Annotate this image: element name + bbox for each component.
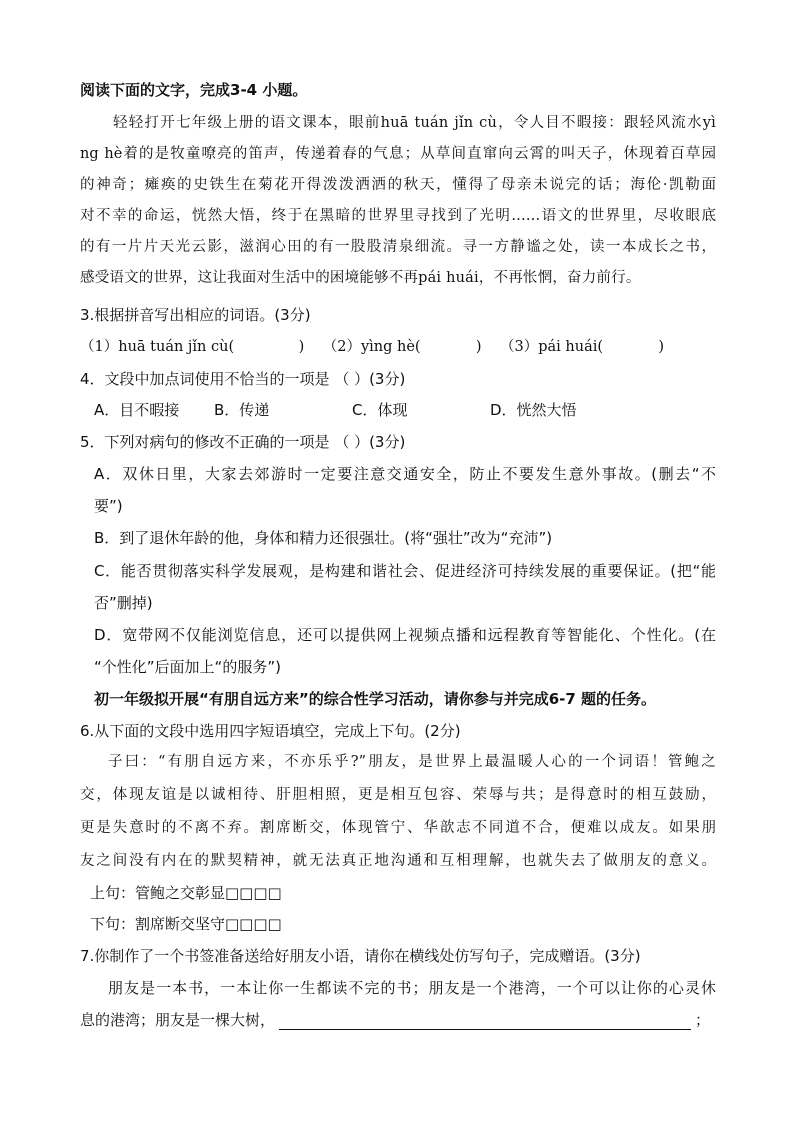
q5-option-a-line-1: A．双休日里，大家去郊游时一定要注意交通安全，防止不要发生意外事故。(删去“不 — [94, 465, 716, 483]
q5-option-c-line-1: C．能否贯彻落实科学发展观，是构建和谐社会、促进经济可持续发展的重要保证。(把“能 — [94, 562, 716, 580]
q5-title: 5．下列对病句的修改不正确的一项是 （ ）(3分) — [80, 433, 406, 451]
q6-text-line-2: 交，体现友谊是以诚相待、肝胆相照，更是相互包容、荣辱与共；是得意时的相互鼓励， — [80, 787, 716, 803]
q6-text-line-1: 子曰：“有朋自远方来，不亦乐乎?”朋友，是世界上最温暖人心的一个词语！管鲍之 — [108, 754, 716, 770]
q7-text-line-2-suffix: ； — [695, 1011, 711, 1029]
activity-intro: 初一年级拟开展“有朋自远方来”的综合性学习活动，请你参与并完成6-7 题的任务。 — [94, 690, 657, 708]
q5-option-b: B．到了退休年龄的他，身体和精力还很强壮。(将“强壮”改为“充沛”) — [94, 529, 553, 547]
q4-title: 4．文段中加点词使用不恰当的一项是 （ ）(3分) — [80, 370, 406, 388]
passage-line-5: 的有一片片天光云影，滋润心田的有一股股清泉细流。寻一方静谧之处，读一本成长之书， — [80, 239, 716, 255]
q6-text-line-4: 友之间没有内在的默契精神，就无法真正地沟通和互相理解，也就失去了做朋友的意义。 — [80, 853, 716, 869]
q4-option-b: B．传递 — [214, 401, 270, 419]
q5-option-d-line-2: “个性化”后面加上“的服务”) — [94, 658, 281, 676]
q6-lower-sentence: 下句：割席断交坚守□□□□ — [90, 915, 282, 933]
q5-option-a-line-2: 要”) — [94, 497, 123, 515]
q5-option-d-line-1: D．宽带网不仅能浏览信息，还可以提供网上视频点播和远程教育等智能化、个性化。(在 — [94, 626, 716, 644]
q6-title: 6.从下面的文段中选用四字短语填空，完成上下句。(2分) — [80, 722, 461, 740]
passage-line-4: 对不幸的命运，恍然大悟，终于在黑暗的世界里寻找到了光明……语文的世界里，尽收眼底 — [80, 208, 716, 224]
q7-answer-blank[interactable] — [279, 1013, 691, 1030]
q7-text-line-2-prefix: 息的港湾；朋友是一棵大树， — [80, 1011, 276, 1029]
q4-option-a: A．目不暇接 — [94, 401, 180, 419]
q7-text-line-1: 朋友是一本书，一本让你一生都读不完的书；朋友是一个港湾，一个可以让你的心灵休 — [108, 979, 716, 997]
q4-option-d: D．恍然大悟 — [490, 401, 577, 419]
q4-option-c: C．体现 — [352, 401, 408, 419]
passage-line-6: 感受语文的世界，这让我面对生活中的困境能够不再pái huái，不再怅惘，奋力前行。 — [80, 270, 641, 286]
q7-text-line-2 — [80, 1010, 710, 1030]
q3-title: 3.根据拼音写出相应的词语。(3分) — [80, 306, 311, 324]
q3-items: （1）huā tuán jǐn cù( ) （2）yìng hè( ) （3）pái huái( ) — [80, 339, 664, 355]
q5-option-c-line-2: 否”删掉) — [94, 594, 153, 612]
passage-line-1: 轻轻打开七年级上册的语文课本，眼前huā tuán jǐn cù，令人目不暇接：跟轻风流水yì — [113, 115, 716, 131]
q6-text-line-3: 更是失意时的不离不弃。割席断交，体现管宁、华歆志不同道不合，便难以成友。如果朋 — [80, 820, 716, 836]
q6-upper-sentence: 上句：管鲍之交彰显□□□□ — [90, 884, 282, 902]
q7-title: 7.你制作了一个书签准备送给好朋友小语，请你在横线处仿写句子，完成赠语。(3分) — [80, 947, 641, 965]
reading-intro: 阅读下面的文字，完成3-4 小题。 — [80, 81, 308, 99]
passage-line-2: ng hè着的是牧童嘹亮的笛声，传递着春的气息；从草间直窜向云霄的叫天子，休现着百草园 — [80, 146, 716, 162]
passage-line-3: 的神奇；瘫痪的史铁生在菊花开得泼泼洒洒的秋天，懂得了母亲未说完的话；海伦·凯勒面 — [80, 177, 716, 193]
